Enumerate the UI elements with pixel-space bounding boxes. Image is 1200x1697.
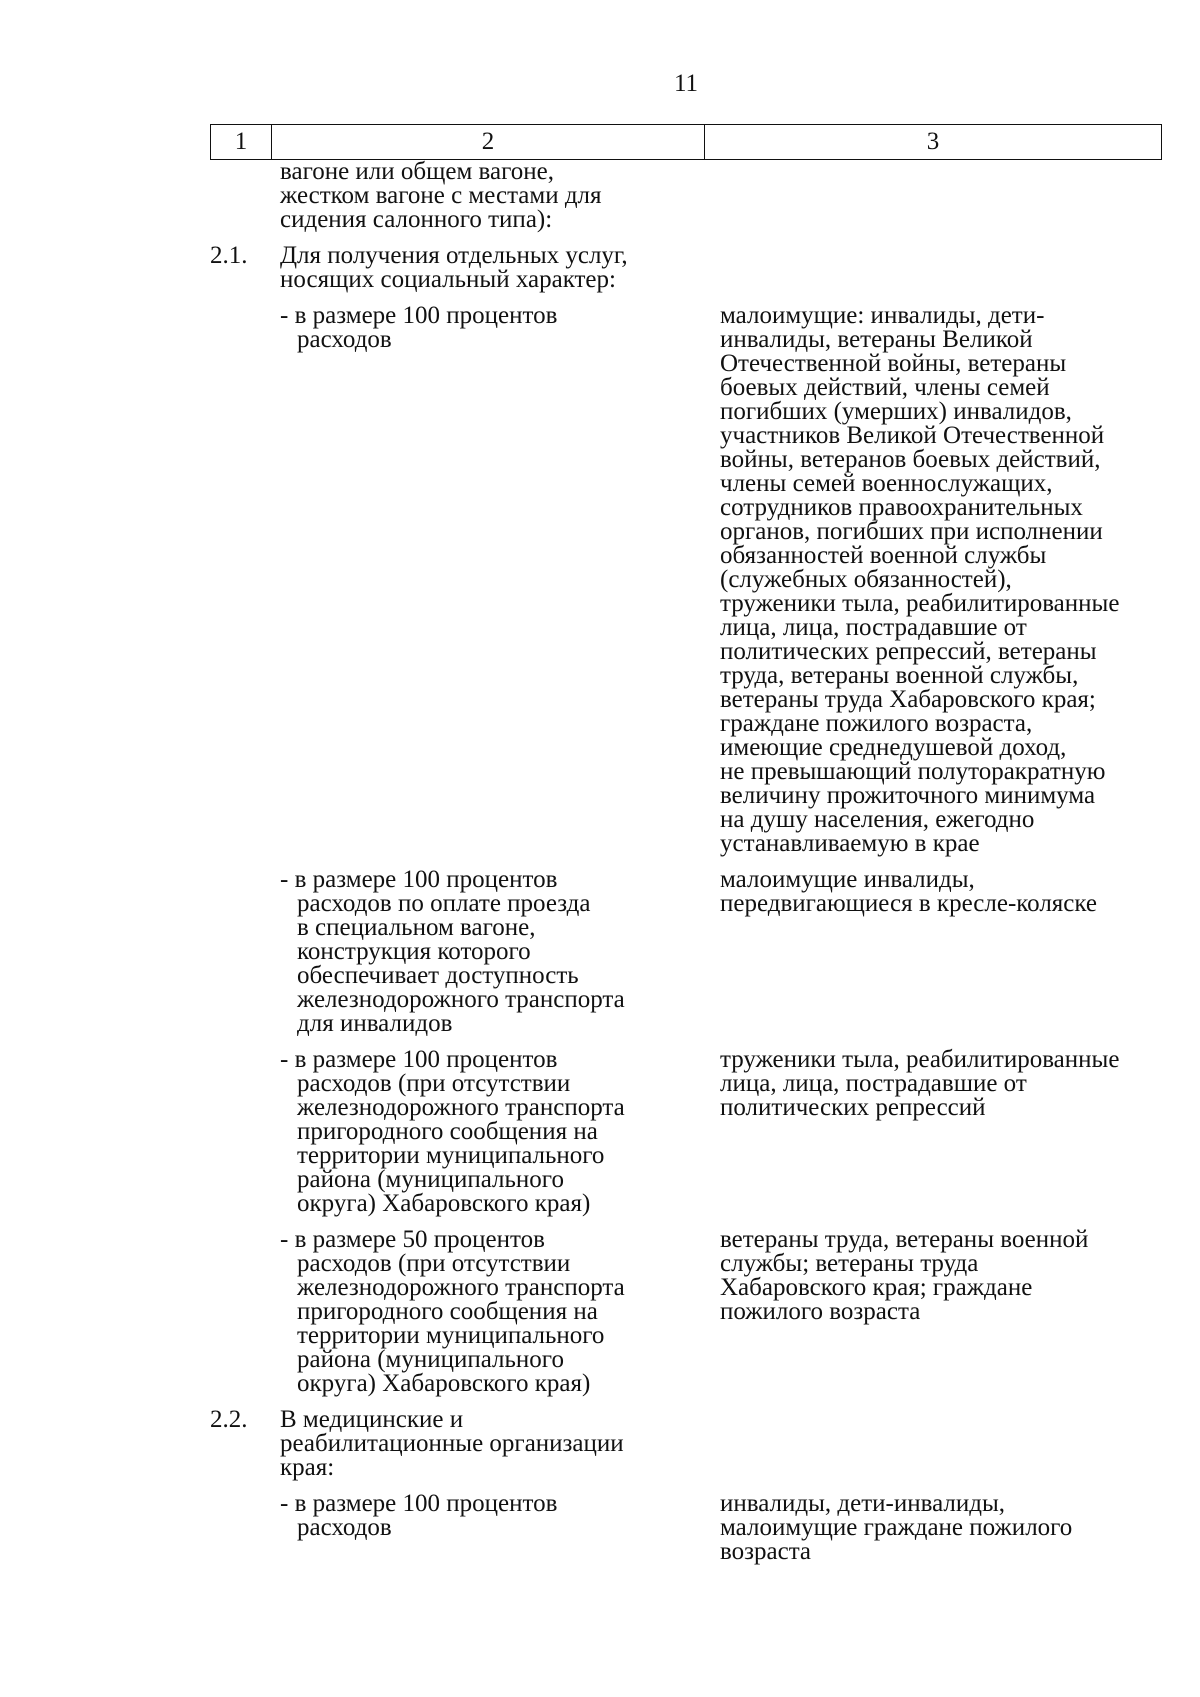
column-header-1: 1 (211, 125, 272, 160)
table-row (210, 1048, 1180, 1216)
column-header-3: 3 (705, 125, 1162, 160)
table-row (210, 244, 1180, 292)
benefit-description: Для получения отдельных услуг, носящих социальный характер: (280, 242, 628, 293)
benefit-description: - в размере 50 процентов расходов (при отсутствии железнодорожного транспорта пригородного сообщения на территории муниципального района (муниципального округа) Хабаровского края) (280, 1226, 625, 1397)
eligible-categories: труженики тыла, реабилитированные лица, лица, пострадавшие от политических репрессий (720, 1046, 1120, 1121)
table-row (210, 160, 1180, 232)
item-number: 2.1. (210, 242, 248, 269)
column-header-2: 2 (272, 125, 705, 160)
column-header-row (211, 125, 1162, 160)
page-number: 11 (673, 70, 699, 97)
table-row (210, 868, 1180, 1036)
table-row (210, 304, 1180, 856)
eligible-categories: малоимущие: инвалиды, дети- инвалиды, ветераны Великой Отечественной войны, ветераны боевых действий, члены семей погибших (умерших) инвалидов, участников Великой Отечественной войны, ветеранов боевых действий, члены семей военнослужащих, сотрудников правоохранительных органов, погибших при исполнении обязанностей военной службы (служебных обязанностей), труженики тыла, реабилитированные лица, лица, пострадавшие от политических репрессий, ветераны труда, ветераны военной службы, ветераны труда Хабаровского края; граждане пожилого возраста, имеющие среднедушевой доход, не превышающий полуторакратную величину прожиточного минимума на душу населения, ежегодно устанавливаемую в крае (720, 302, 1120, 857)
column-header-table (210, 124, 1162, 160)
benefit-description: - в размере 100 процентов расходов (280, 1490, 558, 1541)
benefit-description: В медицинские и реабилитационные организации края: (280, 1406, 624, 1481)
document-body (210, 160, 1180, 1564)
benefit-description: - в размере 100 процентов расходов (280, 302, 558, 353)
table-row (210, 1408, 1180, 1480)
table-row (210, 1228, 1180, 1396)
eligible-categories: инвалиды, дети-инвалиды, малоимущие граждане пожилого возраста (720, 1490, 1073, 1565)
benefit-description: - в размере 100 процентов расходов (при отсутствии железнодорожного транспорта пригородного сообщения на территории муниципального района (муниципального округа) Хабаровского края) (280, 1046, 625, 1217)
eligible-categories: ветераны труда, ветераны военной службы; ветераны труда Хабаровского края; граждане пожилого возраста (720, 1226, 1089, 1325)
benefit-description: вагоне или общем вагоне, жестком вагоне с местами для сидения салонного типа): (280, 158, 602, 233)
item-number: 2.2. (210, 1406, 248, 1433)
benefit-description: - в размере 100 процентов расходов по оплате проезда в специальном вагоне, конструкция которого обеспечивает доступность железнодорожного транспорта для инвалидов (280, 866, 625, 1037)
eligible-categories: малоимущие инвалиды, передвигающиеся в кресле-коляске (720, 866, 1098, 917)
table-row (210, 1492, 1180, 1564)
